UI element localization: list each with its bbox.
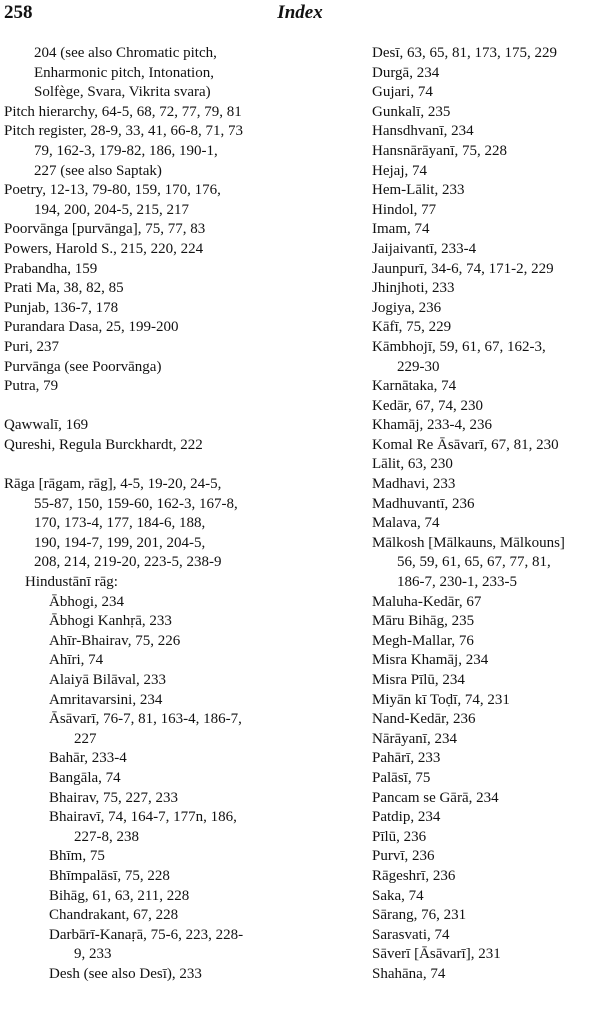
index-entry: 229-30 bbox=[397, 358, 440, 375]
index-entry: Jogiya, 236 bbox=[372, 299, 442, 316]
page-number: 258 bbox=[4, 2, 33, 23]
index-entry: Prati Ma, 38, 82, 85 bbox=[4, 280, 124, 297]
index-entry: Misra Khamāj, 234 bbox=[372, 652, 489, 669]
index-entry: Megh-Mallar, 76 bbox=[372, 632, 474, 649]
index-entry: Jaijaivantī, 233-4 bbox=[372, 240, 477, 257]
index-entry: Powers, Harold S., 215, 220, 224 bbox=[4, 240, 204, 257]
index-entry: Āsāvarī, 76-7, 81, 163-4, 186-7, bbox=[49, 711, 242, 728]
index-entry: Ahīri, 74 bbox=[49, 652, 104, 669]
index-entry: Bahār, 233-4 bbox=[49, 750, 127, 767]
index-entry: Nārāyanī, 234 bbox=[372, 730, 457, 747]
index-entry: Pitch hierarchy, 64-5, 68, 72, 77, 79, 81 bbox=[4, 103, 242, 120]
section-gap bbox=[0, 455, 338, 475]
index-entry: Prabandha, 159 bbox=[4, 260, 98, 277]
index-entry: Bangāla, 74 bbox=[49, 769, 121, 786]
index-entry: 208, 214, 219-20, 223-5, 238-9 bbox=[34, 554, 222, 571]
index-entry: Ābhogi, 234 bbox=[49, 593, 124, 610]
index-entry: Sārang, 76, 231 bbox=[372, 907, 467, 924]
index-entry: Pahārī, 233 bbox=[372, 750, 441, 767]
index-entry: Jaunpurī, 34-6, 74, 171-2, 229 bbox=[372, 260, 554, 277]
index-entry: Punjab, 136-7, 178 bbox=[4, 299, 119, 316]
page-header bbox=[0, 0, 600, 30]
index-entry: Ābhogi Kanhṛā, 233 bbox=[49, 613, 172, 630]
index-entry: 194, 200, 204-5, 215, 217 bbox=[34, 201, 189, 218]
running-head: Index bbox=[277, 2, 323, 23]
index-entry: Desī, 63, 65, 81, 173, 175, 229 bbox=[372, 45, 557, 61]
index-entry: Hem-Lālit, 233 bbox=[372, 182, 465, 199]
index-entry: Lālit, 63, 230 bbox=[372, 456, 453, 473]
index-entry: Puri, 237 bbox=[4, 338, 60, 355]
index-entry: Sarasvati, 74 bbox=[372, 926, 450, 943]
index-entry: Alaiyā Bilāval, 233 bbox=[49, 672, 167, 688]
index-entry: Hindol, 77 bbox=[372, 201, 437, 218]
index-entry: Solfège, Svara, Vikrita svara) bbox=[34, 84, 211, 101]
index-entry: Malava, 74 bbox=[372, 515, 440, 532]
index-entry: Ahīr-Bhairav, 75, 226 bbox=[49, 632, 181, 649]
index-entry: Darbārī-Kanaṛā, 75-6, 223, 228- bbox=[49, 926, 244, 943]
section-gap bbox=[0, 397, 338, 417]
index-entry: Qureshi, Regula Burckhardt, 222 bbox=[4, 436, 203, 453]
index-entry: Gunkalī, 235 bbox=[372, 103, 451, 120]
index-entry: Imam, 74 bbox=[372, 221, 430, 238]
index-entry: Bhīm, 75 bbox=[49, 848, 105, 865]
index-entry: Purandara Dasa, 25, 199-200 bbox=[4, 319, 179, 336]
index-entry: Pancam se Gārā, 234 bbox=[372, 789, 499, 806]
index-entry: 190, 194-7, 199, 201, 204-5, bbox=[34, 534, 206, 551]
index-entry: 55-87, 150, 159-60, 162-3, 167-8, bbox=[34, 495, 238, 512]
index-entry: Saka, 74 bbox=[372, 887, 424, 904]
index-entry: Gujari, 74 bbox=[372, 84, 433, 101]
index-entry: 9, 233 bbox=[74, 946, 112, 963]
index-entry: Madhavi, 233 bbox=[372, 476, 456, 493]
index-entry: Kāfī, 75, 229 bbox=[372, 319, 452, 336]
index-entry: Kāmbhojī, 59, 61, 67, 162-3, bbox=[372, 338, 546, 355]
index-entry: Purvī, 236 bbox=[372, 848, 435, 865]
index-entry: 56, 59, 61, 65, 67, 77, 81, bbox=[397, 554, 551, 571]
index-entry: Poorvānga [purvānga], 75, 77, 83 bbox=[4, 221, 206, 238]
index-entry: Karnātaka, 74 bbox=[372, 378, 457, 395]
index-entry: Patdip, 234 bbox=[372, 809, 441, 826]
index-entry: Palāsī, 75 bbox=[372, 769, 431, 786]
index-entry: 227 bbox=[74, 730, 97, 747]
index-entry: Pīlū, 236 bbox=[372, 828, 427, 845]
index-entry: Desh (see also Desī), 233 bbox=[49, 965, 202, 982]
index-entry: Poetry, 12-13, 79-80, 159, 170, 176, bbox=[4, 182, 221, 199]
index-entry: Maluha-Kedār, 67 bbox=[372, 593, 482, 610]
index-entry: Bhairav, 75, 227, 233 bbox=[49, 789, 179, 806]
index-entry: Rāgeshrī, 236 bbox=[372, 867, 456, 884]
index-entry: Pitch register, 28-9, 33, 41, 66-8, 71, 73 bbox=[4, 123, 243, 140]
index-entry: Bihāg, 61, 63, 211, 228 bbox=[49, 887, 190, 904]
index-entry: Bhīmpalāsī, 75, 228 bbox=[49, 867, 170, 884]
index-column-left bbox=[0, 44, 338, 985]
index-entry: Nand-Kedār, 236 bbox=[372, 711, 476, 728]
index-entry: Rāga [rāgam, rāg], 4-5, 19-20, 24-5, bbox=[4, 476, 222, 493]
index-entry: Durgā, 234 bbox=[372, 64, 440, 81]
index-entry: Sāverī [Āsāvarī], 231 bbox=[372, 946, 501, 963]
index-entry: Enharmonic pitch, Intonation, bbox=[34, 64, 214, 81]
index-entry: 227 (see also Saptak) bbox=[34, 162, 162, 179]
index-entry: Hejaj, 74 bbox=[372, 162, 427, 179]
index-entry: Mālkosh [Mālkauns, Mālkouns] bbox=[372, 534, 565, 551]
index-entry: 79, 162-3, 179-82, 186, 190-1, bbox=[34, 142, 218, 159]
index-entry: Shahāna, 74 bbox=[372, 965, 446, 982]
index-entry: Bhairavī, 74, 164-7, 177n, 186, bbox=[49, 809, 237, 826]
index-entry: 204 (see also Chromatic pitch, bbox=[34, 45, 217, 61]
index-entry: Kedār, 67, 74, 230 bbox=[372, 397, 484, 414]
index-entry: Hindustānī rāg: bbox=[25, 574, 118, 591]
index-entry: 170, 173-4, 177, 184-6, 188, bbox=[34, 515, 206, 532]
index-entry: Putra, 79 bbox=[4, 378, 59, 395]
index-entry: 227-8, 238 bbox=[74, 828, 139, 845]
index-column-right bbox=[372, 44, 600, 985]
index-entry: Purvānga (see Poorvānga) bbox=[4, 358, 162, 375]
index-entry: Qawwalī, 169 bbox=[4, 417, 89, 434]
index-entry: Amritavarsini, 234 bbox=[49, 691, 163, 708]
index-entry: Jhinjhoti, 233 bbox=[372, 280, 455, 297]
index-entry: Chandrakant, 67, 228 bbox=[49, 907, 179, 924]
index-entry: Hansnārāyanī, 75, 228 bbox=[372, 142, 507, 159]
index-entry: Khamāj, 233-4, 236 bbox=[372, 417, 492, 434]
index-entry: Miyān kī Toḍī, 74, 231 bbox=[372, 691, 510, 708]
index-entry: Komal Re Āsāvarī, 67, 81, 230 bbox=[372, 436, 559, 453]
index-entry: 186-7, 230-1, 233-5 bbox=[397, 574, 517, 591]
index-entry: Hansdhvanī, 234 bbox=[372, 123, 474, 140]
index-entry: Māru Bihāg, 235 bbox=[372, 613, 475, 630]
index-entry: Madhuvantī, 236 bbox=[372, 495, 475, 512]
index-entry: Misra Pīlū, 234 bbox=[372, 672, 465, 688]
